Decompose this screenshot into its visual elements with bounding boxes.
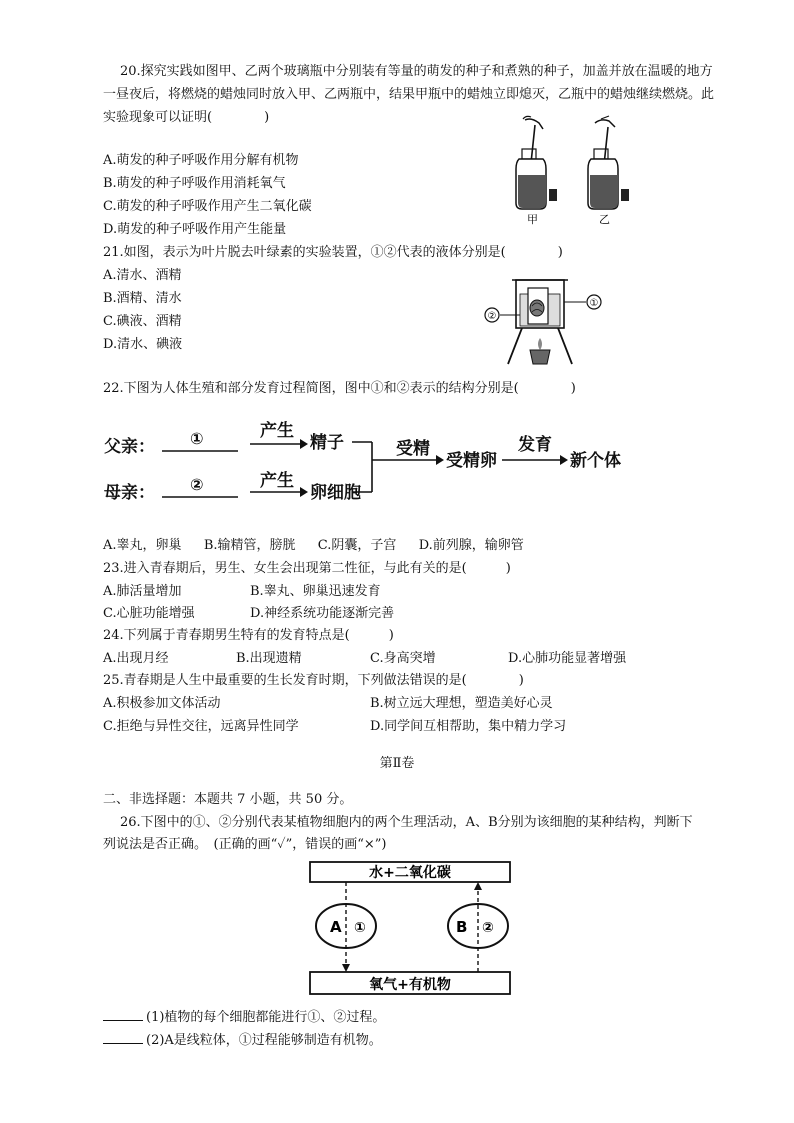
father-label: 父亲： [104,437,155,457]
develop-label: 发育 [518,435,552,455]
jar-yi-label: 乙 [599,213,610,226]
q23-option-b: B.睾丸、卵巢迅速发育 [250,584,381,599]
q20-option-c: C.萌发的种子呼吸作用产生二氧化碳 [103,199,312,214]
q25-option-c: C.拒绝与异性交往，远离异性同学 [103,719,299,734]
q21-option-d: D.清水、碘液 [103,337,183,352]
q26-process-diagram [308,860,518,1000]
q20-jar-figure [505,115,645,230]
zygote-label: 受精卵 [446,451,497,471]
produce-label-2: 产生 [260,471,294,491]
q24-option-a: A.出现月经 [103,651,169,666]
sperm-label: 精子 [310,433,344,453]
jar-jia-label: 甲 [527,213,538,226]
q22-option-c: C.阴囊，子宫 [317,538,397,553]
q21-option-a: A.清水、酒精 [103,268,182,283]
q26-stem-line-1: 26.下图中的①、②分别代表某植物细胞内的两个生理活动，A、B分别为该细胞的某种结构，判断下 [120,815,693,830]
egg-label: 卵细胞 [310,483,361,503]
q21-option-b: B.酒精、清水 [103,291,182,306]
mark-2-label: ② [487,311,497,322]
structure-2-mark: ② [190,475,204,494]
mark-1-label: ① [589,298,599,309]
process-2-mark: ② [482,920,494,936]
section-2-heading: 二、非选择题：本题共 7 小题，共 50 分。 [103,792,353,807]
structure-1-mark: ① [190,429,204,448]
part-2-title: 第Ⅱ卷 [379,756,415,771]
q22-option-b: B.输精管，膀胱 [203,538,296,553]
fertilize-label: 受精 [396,439,430,459]
q23-option-c: C.心脏功能增强 [103,606,195,621]
process-1-mark: ① [354,920,366,936]
mother-label: 母亲： [104,483,155,503]
q22-option-a: A.睾丸，卵巢 [103,538,182,553]
jar-jia-icon [516,116,557,209]
q24-option-b: B.出现遗精 [236,651,302,666]
water-bath-icon [485,280,601,364]
q22-option-d: D.前列腺，输卵管 [418,538,524,553]
produce-label-1: 产生 [260,421,294,441]
q23-option-d: D.神经系统功能逐渐完善 [250,606,395,621]
q22-stem: 22.下图为人体生殖和部分发育过程简图，图中①和②表示的结构分别是( ) [103,381,576,396]
q24-option-c: C.身高突增 [370,651,436,666]
q25-option-b: B.树立远大理想，塑造美好心灵 [370,696,553,711]
q26-item-1 [103,1007,385,1027]
structure-b-label: B [456,918,468,936]
bottom-box-label: 氧气+有机物 [369,977,451,993]
q25-stem: 25.青春期是人生中最重要的生长发育时期，下列做法错误的是( ) [103,673,524,688]
structure-a-label: A [330,918,342,936]
q22-reproduction-diagram [100,414,660,516]
new-individual-label: 新个体 [570,451,621,471]
q26-item-2-text: (2)A是线粒体，①过程能够制造有机物。 [146,1033,382,1048]
q20-option-a: A.萌发的种子呼吸作用分解有机物 [103,153,299,168]
q25-option-d: D.同学间互相帮助，集中精力学习 [370,719,567,734]
answer-blank-2[interactable] [103,1030,143,1044]
q25-option-a: A.积极参加文体活动 [103,696,221,711]
q20-option-b: B.萌发的种子呼吸作用消耗氧气 [103,176,286,191]
q26-stem-line-2: 列说法是否正确。 (正确的画“✓”，错误的画“×”) [103,837,387,852]
q20-stem: 20.探究实践如图甲、乙两个玻璃瓶中分别装有等量的萌发的种子和煮熟的种子，加盖并放在温暖的地方一昼夜后，将燃烧的蜡烛同时放入甲、乙两瓶中，结果甲瓶中的蜡烛立即熄灭，乙瓶中的蜡烛继续燃烧。此实验现象可以证明( ) [103,64,715,125]
q26-item-2 [103,1030,382,1050]
q21-water-bath-figure [480,272,615,372]
q22-options [103,537,524,555]
q21-stem: 21.如图，表示为叶片脱去叶绿素的实验装置，①②代表的液体分别是( ) [103,245,563,260]
q21-option-c: C.碘液、酒精 [103,314,182,329]
q24-stem: 24.下列属于青春期男生特有的发育特点是( ) [103,628,394,643]
q24-option-d: D.心肺功能显著增强 [508,651,627,666]
top-box-label: 水+二氧化碳 [369,865,451,881]
q23-option-a: A.肺活量增加 [103,584,182,599]
jar-yi-icon [588,116,629,209]
q23-stem: 23.进入青春期后，男生、女生会出现第二性征，与此有关的是( ) [103,561,511,576]
answer-blank-1[interactable] [103,1007,143,1021]
q20-option-d: D.萌发的种子呼吸作用产生能量 [103,222,287,237]
q26-item-1-text: (1)植物的每个细胞都能进行①、②过程。 [146,1010,386,1025]
